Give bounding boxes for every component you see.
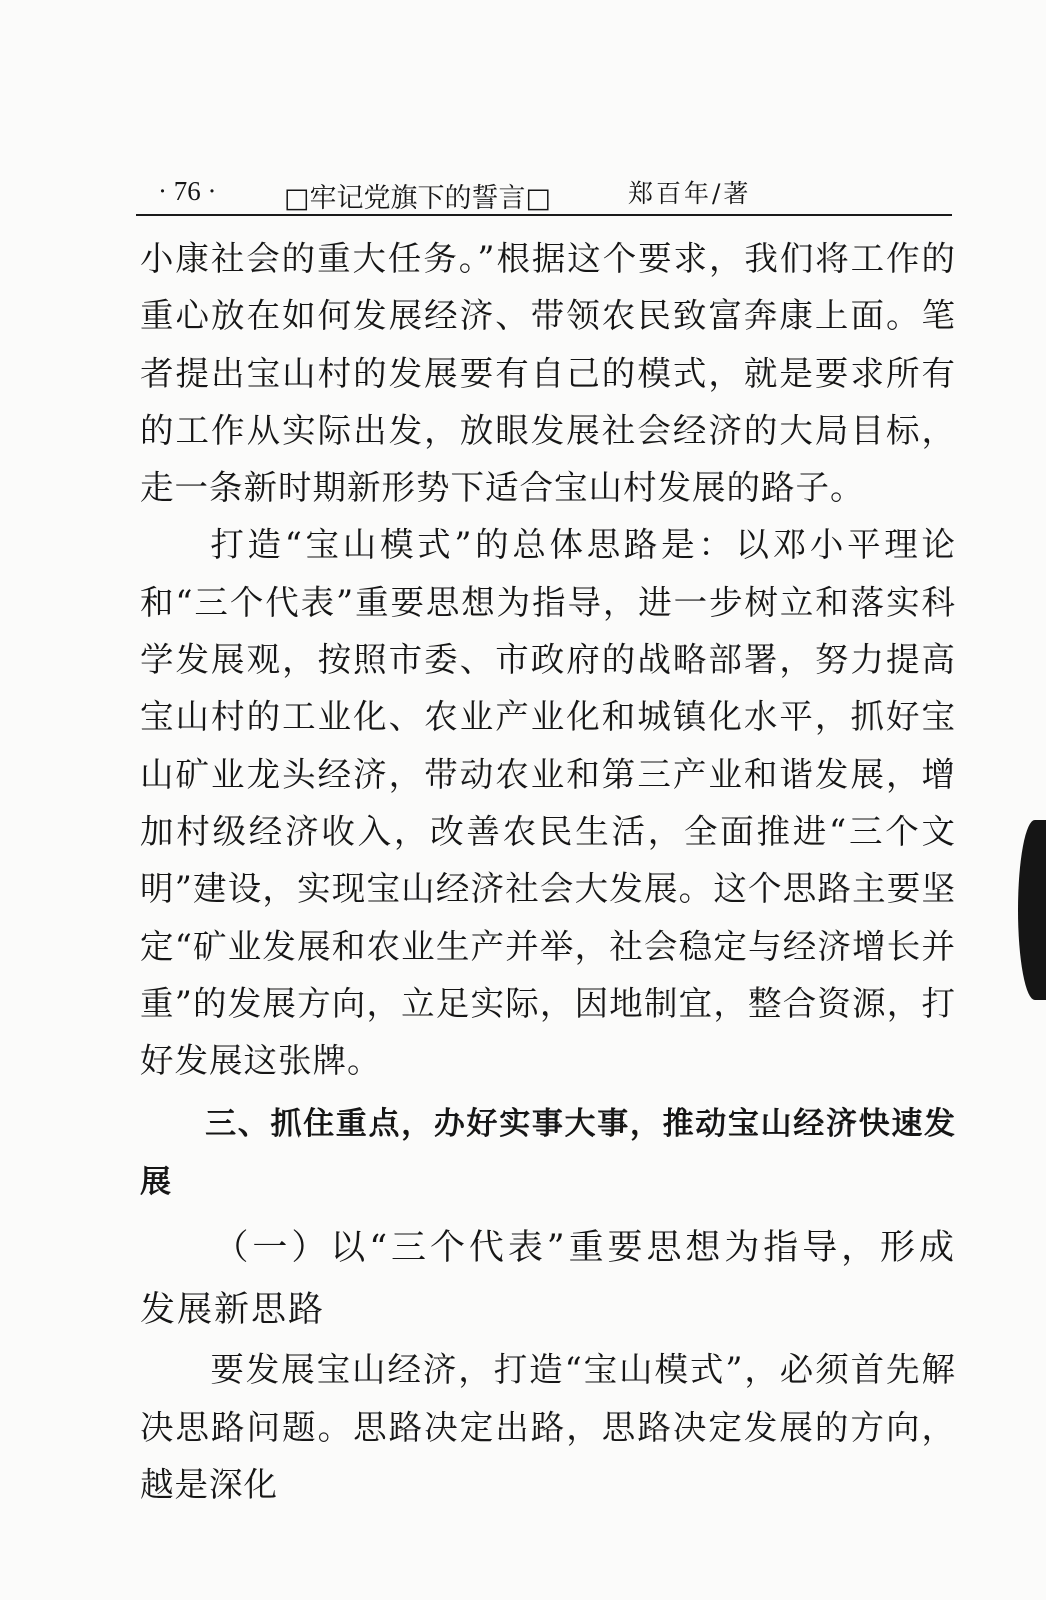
page-body: [140, 230, 956, 1513]
subsection-heading: （一）以“三个代表”重要思想为指导，形成发展新思路: [140, 1228, 956, 1331]
paragraph-overall-approach: 打造“宝山模式”的总体思路是：以邓小平理论和“三个代表”重要思想为指导，进一步树立和落实科学发展观，按照市委、市政府的战略部署，努力提高宝山村的工业化、农业产业化和城镇化水平，抓好宝山矿业龙头经济，带动农业和第三产业和谐发展，增加村级经济收入，改善农民生活，全面推进“三个文明”建设，实现宝山经济社会大发展。这个思路主要坚定“矿业发展和农业生产并举，社会稳定与经济增长并重”的发展方向，立足实际，因地制宜，整合资源，打好发展这张牌。: [140, 525, 956, 1081]
book-title: □牢记党旗下的誓言□: [284, 183, 552, 214]
author-byline: 郑百年/著: [628, 179, 752, 208]
paragraph-closing: 要发展宝山经济，打造“宝山模式”，必须首先解决思路问题。思路决定出路，思路决定发展的方向，越是深化: [140, 1350, 956, 1505]
page-number: · 76 ·: [158, 176, 217, 206]
page-header: [136, 168, 952, 216]
scan-edge-smudge: [1018, 820, 1046, 1000]
section-heading: 三、抓住重点，办好实事大事，推动宝山经济快速发展: [140, 1106, 956, 1201]
paragraph-continued: 小康社会的重大任务。”根据这个要求，我们将工作的重心放在如何发展经济、带领农民致富奔康上面。笔者提出宝山村的发展要有自己的模式，就是要求所有的工作从实际出发，放眼发展社会经济的大局目标，走一条新时期新形势下适合宝山村发展的路子。: [140, 239, 956, 508]
